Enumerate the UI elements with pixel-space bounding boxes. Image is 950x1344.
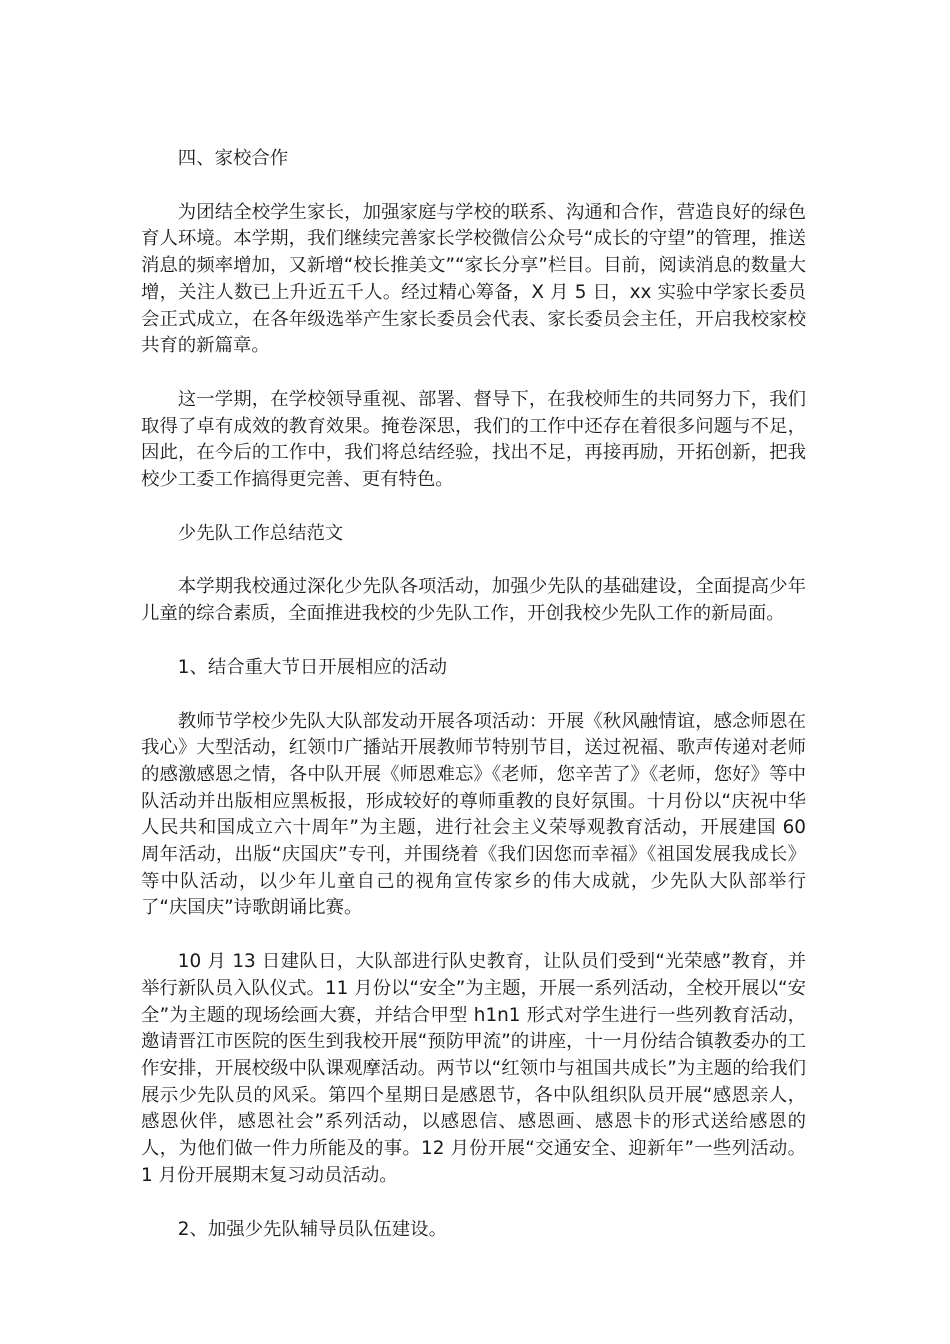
article-title: 少先队工作总结范文	[177, 522, 344, 544]
intro-paragraph: 本学期我校通过深化少先队各项活动，加强少先队的基础建设，全面提高少年儿童的综合素质，全面推进我校的少先队工作，开创我校少先队工作的新局面。	[141, 576, 806, 625]
item-1-paragraph-2: 10 月 13 日建队日，大队部进行队史教育，让队员们受到“光荣感”教育，并举行新队员入队仪式。11 月份以“安全”为主题，开展一系列活动，全校开展以“安全”为主题的现场绘画大赛，并结合甲型 h1n1 形式对学生进行一些列教育活动，邀请晋江市医院的医生到我校开展“预防甲流”的讲座，十一月份结合镇教委办的工作安排，开展校级中队课观摩活动。两节以“红领巾与祖国共成长”为主题的给我们展示少先队员的风采。第四个星期日是感恩节，各中队组织队员开展“感恩亲人，感恩伙伴，感恩社会”系列活动，以感恩信、感恩画、感恩卡的形式送给感恩的人，为他们做一件力所能及的事。12 月份开展“交通安全、迎新年”一些列活动。1 月份开展期末复习动员活动。	[141, 951, 806, 1186]
document-page	[141, 146, 806, 1270]
item-1-paragraph-1: 教师节学校少先队大队部发动开展各项活动：开展《秋风融情谊，感念师恩在我心》大型活动，红领巾广播站开展教师节特别节目，送过祝福、歌声传递对老师的感激感恩之情，各中队开展《师恩难忘》《老师，您辛苦了》《老师，您好》等中队活动并出版相应黑板报，形成较好的尊师重教的良好氛围。十月份以“庆祝中华人民共和国成立六十周年”为主题，进行社会主义荣辱观教育活动，开展建国 60 周年活动，出版“庆国庆”专刊，并围绕着《我们因您而幸福》《祖国发展我成长》等中队活动，以少年儿童自己的视角宣传家乡的伟大成就，少先队大队部举行了“庆国庆”诗歌朗诵比赛。	[141, 710, 806, 919]
item-1-heading: 1、结合重大节日开展相应的活动	[177, 656, 447, 678]
item-2-heading: 2、加强少先队辅导员队伍建设。	[177, 1218, 447, 1240]
section-four-paragraph: 为团结全校学生家长，加强家庭与学校的联系、沟通和合作，营造良好的绿色育人环境。本学期，我们继续完善家长学校微信公众号“成长的守望”的管理，推送消息的频率增加，又新增“校长推美文”“家长分享”栏目。目前，阅读消息的数量大增，关注人数已上升近五千人。经过精心筹备，X 月 5 日，xx 实验中学家长委员会正式成立，在各年级选举产生家长委员会代表、家长委员会主任，开启我校家校共育的新篇章。	[141, 201, 806, 357]
closing-paragraph: 这一学期，在学校领导重视、部署、督导下，在我校师生的共同努力下，我们取得了卓有成效的教育效果。掩卷深思，我们的工作中还存在着很多问题与不足，因此，在今后的工作中，我们将总结经验，找出不足，再接再励，开拓创新，把我校少工委工作搞得更完善、更有特色。	[141, 388, 806, 491]
section-four-heading: 四、家校合作	[177, 148, 289, 169]
